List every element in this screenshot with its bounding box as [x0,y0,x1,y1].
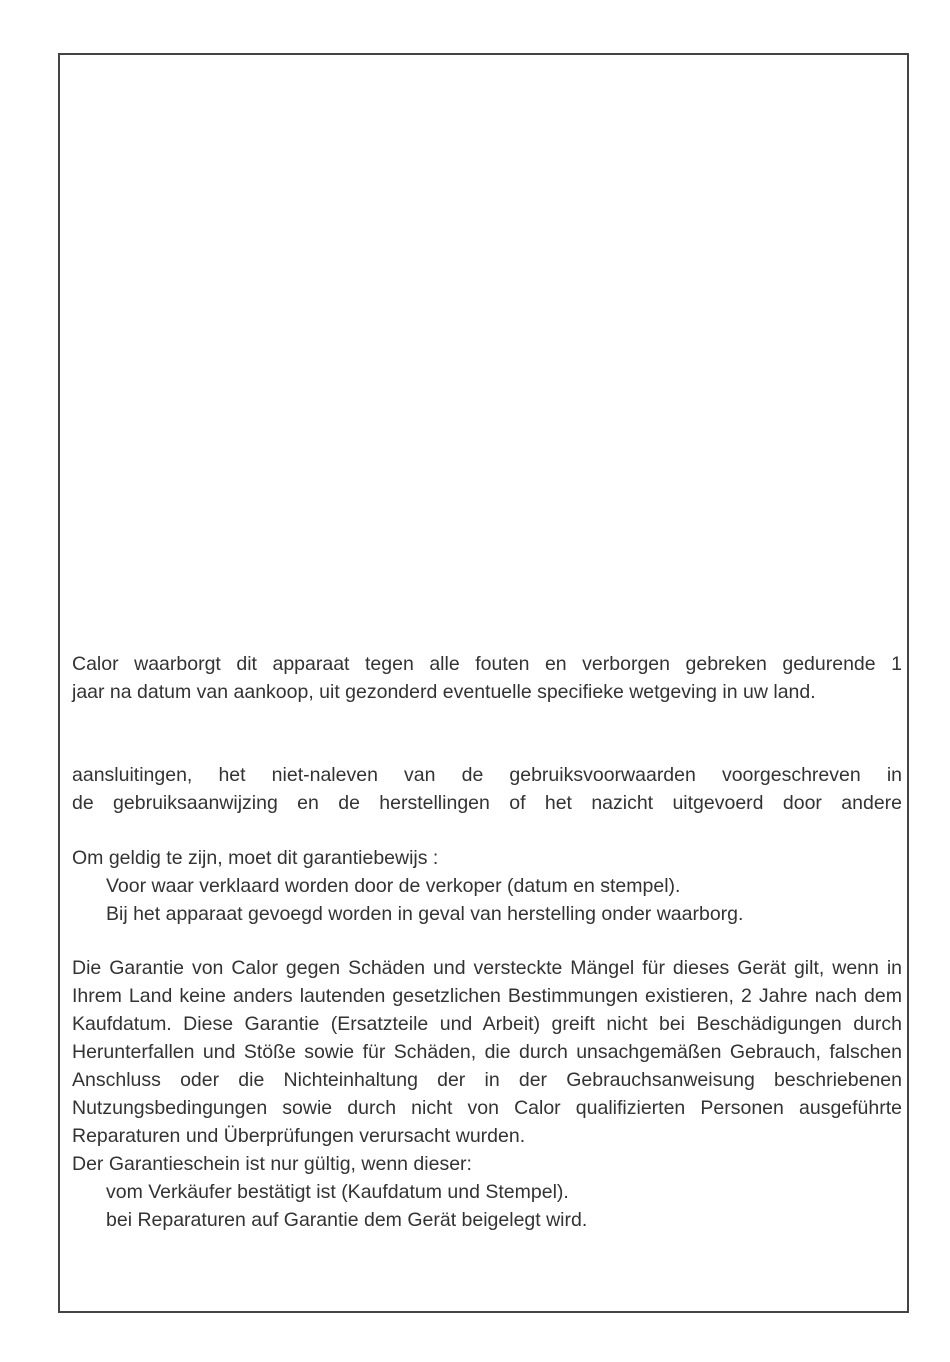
nl-intro-paragraph [72,650,902,706]
nl-validity-heading: Om geldig te zijn, moet dit garantiebewijs : [72,847,439,869]
de-validity-item-2: bei Reparaturen auf Garantie dem Gerät beigelegt wird. [106,1209,588,1231]
de-warranty-section [72,954,902,1234]
nl-intro-line-1: Calor waarborgt dit apparaat tegen alle fouten en verborgen gebreken gedurende 1 [72,653,902,675]
de-validity-item-1: vom Verkäufer bestätigt ist (Kaufdatum und Stempel). [106,1181,569,1203]
nl-validity-section [72,844,902,928]
nl-intro-line-2: jaar na datum van aankoop, uit gezonderd eventuelle specifieke wetgeving in uw land. [72,681,816,703]
de-warranty-paragraph: Die Garantie von Calor gegen Schäden und versteckte Mängel für dieses Gerät gilt, wenn in Ihrem Land keine anders lautenden gesetzlichen Bestimmungen existieren, 2 Jahre nach dem Kaufdatum. Diese Garantie (Ersatzteile und Arbeit) greift nicht bei Beschädigungen durch Herunterfallen und Stöße sowie für Schäden, die durch unsachgemäßen Gebrauch, falschen Anschluss oder die Nichteinhaltung der in der Gebrauchsanweisung beschriebenen Nutzungsbedingungen sowie durch nicht von Calor qualifizierten Personen ausgeführte Reparaturen und Überprüfungen verursacht wurden. [72,957,902,1147]
de-validity-heading: Der Garantieschein ist nur gültig, wenn dieser: [72,1153,472,1175]
nl-exclusions-line-2: de gebruiksaanwijzing en de herstellingen of het nazicht uitgevoerd door andere [72,792,902,814]
nl-validity-item-2: Bij het apparaat gevoegd worden in geval van herstelling onder waarborg. [106,903,744,925]
nl-validity-item-1: Voor waar verklaard worden door de verkoper (datum en stempel). [106,875,681,897]
nl-exclusions-line-1: aansluitingen, het niet-naleven van de gebruiksvoorwaarden voorgeschreven in [72,764,902,786]
nl-exclusions-paragraph [72,761,902,817]
